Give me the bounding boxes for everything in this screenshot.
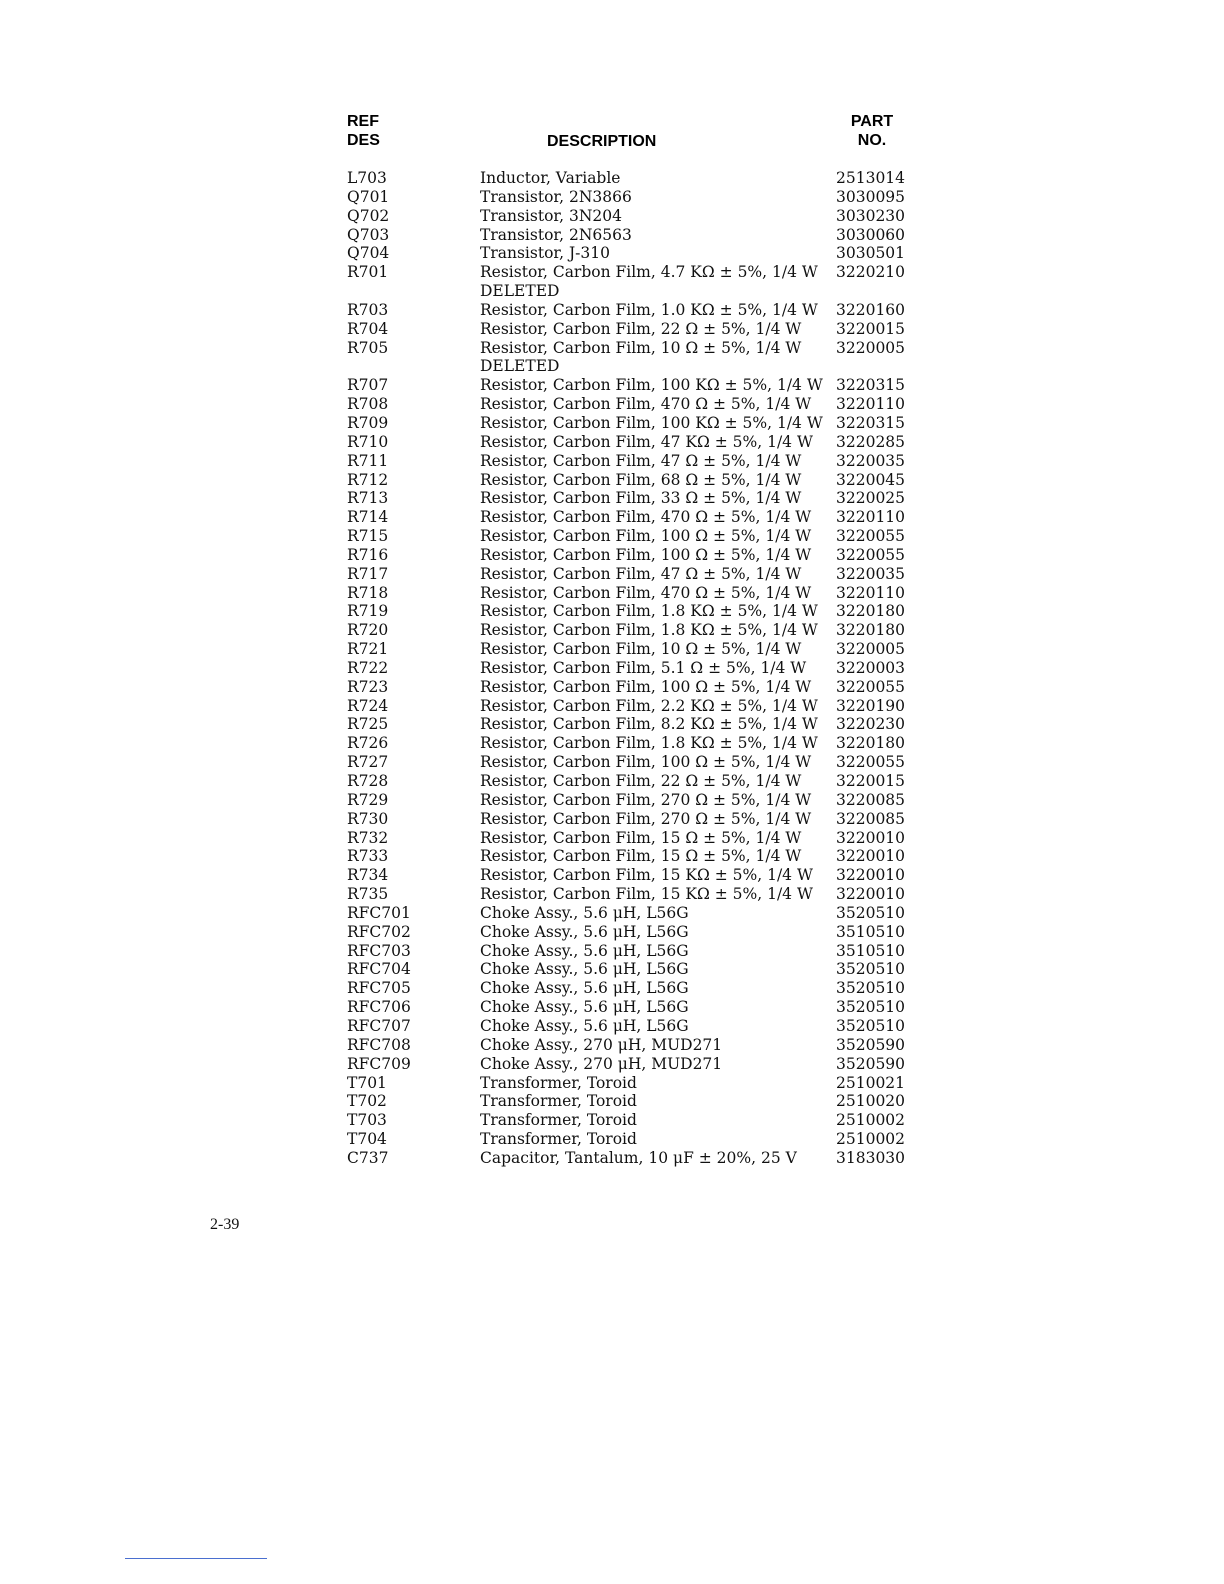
description-cell: Resistor, Carbon Film, 1.8 KΩ ± 5%, 1/4 W: [480, 734, 818, 753]
description-cell: Resistor, Carbon Film, 1.8 KΩ ± 5%, 1/4 W: [480, 621, 818, 640]
part-number-cell: 3520510: [836, 998, 906, 1017]
part-no-header: [836, 112, 908, 150]
part-number-cell: 3220180: [836, 602, 906, 621]
ref-des-cell: RFC707: [347, 1016, 411, 1035]
ref-des-cell: R720: [347, 621, 389, 640]
part-number-cell: 3183030: [836, 1148, 906, 1167]
ref-des-cell: R709: [347, 413, 389, 432]
parts-row: [347, 1111, 909, 1130]
parts-row: [347, 244, 909, 263]
part-number-cell: 3220110: [836, 395, 906, 414]
description-cell: Transistor, 3N204: [480, 206, 622, 225]
parts-row: [347, 565, 909, 584]
page-number: 2-39: [210, 1216, 240, 1233]
parts-row: [347, 169, 909, 188]
parts-row: [347, 791, 909, 810]
part-number-cell: 3030095: [836, 187, 906, 206]
description-cell: Resistor, Carbon Film, 470 Ω ± 5%, 1/4 W: [480, 583, 812, 602]
ref-des-cell: R729: [347, 790, 389, 809]
ref-des-cell: [347, 357, 480, 376]
parts-row: [347, 847, 909, 866]
part-number-cell: [836, 357, 909, 376]
ref-des-cell: R712: [347, 470, 389, 489]
description-cell: Resistor, Carbon Film, 100 Ω ± 5%, 1/4 W: [480, 677, 812, 696]
ref-des-cell: R704: [347, 319, 389, 338]
description-cell: Resistor, Carbon Film, 47 Ω ± 5%, 1/4 W: [480, 451, 802, 470]
ref-des-cell: Q701: [347, 187, 390, 206]
description-cell: Capacitor, Tantalum, 10 μF ± 20%, 25 V: [480, 1148, 797, 1167]
description-cell: Choke Assy., 5.6 μH, L56G: [480, 960, 689, 979]
parts-row: [347, 584, 909, 603]
parts-row: [347, 1055, 909, 1074]
parts-row: [347, 678, 909, 697]
ref-des-cell: R722: [347, 658, 389, 677]
part-number-cell: 3220160: [836, 300, 906, 319]
part-number-cell: 3220003: [836, 658, 906, 677]
description-cell: Resistor, Carbon Film, 8.2 KΩ ± 5%, 1/4 W: [480, 715, 818, 734]
part-number-cell: 3520510: [836, 1016, 906, 1035]
ref-des-cell: R717: [347, 564, 389, 583]
description-cell: Choke Assy., 5.6 μH, L56G: [480, 998, 689, 1017]
part-number-cell: 3220230: [836, 715, 906, 734]
parts-row: [347, 414, 909, 433]
part-number-cell: 2510020: [836, 1092, 906, 1111]
ref-des-header: [347, 112, 380, 150]
description-cell: Choke Assy., 5.6 μH, L56G: [480, 903, 689, 922]
parts-row: [347, 923, 909, 942]
ref-des-cell: R721: [347, 640, 389, 659]
parts-row: [347, 998, 909, 1017]
ref-des-cell: RFC701: [347, 903, 411, 922]
ref-des-cell: R716: [347, 545, 389, 564]
parts-row: [347, 960, 909, 979]
part-number-cell: 3520510: [836, 960, 906, 979]
description-cell: Resistor, Carbon Film, 10 Ω ± 5%, 1/4 W: [480, 338, 802, 357]
description-cell: Choke Assy., 5.6 μH, L56G: [480, 922, 689, 941]
description-cell: Transformer, Toroid: [480, 1073, 637, 1092]
ref-des-cell: R723: [347, 677, 389, 696]
ref-des-cell: Q704: [347, 244, 390, 263]
ref-des-cell: R732: [347, 828, 389, 847]
ref-des-cell: R718: [347, 583, 389, 602]
ref-des-cell: R707: [347, 376, 389, 395]
part-number-cell: 3220315: [836, 376, 906, 395]
part-number-cell: 3220005: [836, 640, 906, 659]
ref-des-cell: [347, 282, 480, 301]
ref-des-cell: R719: [347, 602, 389, 621]
description-cell: Resistor, Carbon Film, 1.0 KΩ ± 5%, 1/4 W: [480, 300, 818, 319]
ref-des-cell: T704: [347, 1130, 387, 1149]
description-cell: Resistor, Carbon Film, 470 Ω ± 5%, 1/4 W: [480, 395, 812, 414]
part-number-cell: 3220015: [836, 319, 906, 338]
description-cell: Transistor, J-310: [480, 244, 610, 263]
ref-des-cell: R711: [347, 451, 389, 470]
parts-row: [347, 376, 909, 395]
part-number-cell: 2510002: [836, 1130, 906, 1149]
description-cell: Choke Assy., 5.6 μH, L56G: [480, 1016, 689, 1035]
parts-row: [347, 659, 909, 678]
parts-row: [347, 226, 909, 245]
parts-row: [347, 734, 909, 753]
ref-des-cell: RFC705: [347, 979, 411, 998]
part-number-cell: 3220015: [836, 772, 906, 790]
part-number-cell: 3520510: [836, 903, 906, 922]
ref-des-cell: R733: [347, 847, 389, 866]
part-number-cell: 3220190: [836, 696, 906, 715]
ref-des-cell: C737: [347, 1148, 389, 1167]
description-cell: Resistor, Carbon Film, 1.8 KΩ ± 5%, 1/4 W: [480, 602, 818, 621]
ref-des-cell: R728: [347, 772, 389, 790]
parts-row: [347, 810, 909, 829]
parts-row: [347, 715, 909, 734]
parts-row: [347, 207, 909, 226]
description-cell: Transistor, 2N3866: [480, 187, 632, 206]
parts-row: [347, 282, 909, 301]
parts-row: [347, 621, 909, 640]
parts-row: [347, 508, 909, 527]
ref-des-cell: R705: [347, 338, 389, 357]
part-header-line2: NO.: [857, 132, 887, 149]
parts-row: [347, 357, 909, 376]
ref-header-line2: DES: [347, 132, 380, 149]
description-cell: Resistor, Carbon Film, 22 Ω ± 5%, 1/4 W: [480, 319, 802, 338]
part-number-cell: 3520590: [836, 1035, 906, 1054]
description-cell: Resistor, Carbon Film, 270 Ω ± 5%, 1/4 W: [480, 809, 812, 828]
part-number-cell: 3220110: [836, 508, 906, 527]
parts-row: [347, 1130, 909, 1149]
part-number-cell: 3220055: [836, 527, 906, 546]
part-number-cell: 3220085: [836, 790, 906, 809]
description-cell: Resistor, Carbon Film, 22 Ω ± 5%, 1/4 W: [480, 772, 802, 790]
ref-des-cell: RFC704: [347, 960, 411, 979]
ref-des-cell: R701: [347, 263, 389, 282]
part-number-cell: 3520590: [836, 1054, 906, 1073]
part-number-cell: 3220180: [836, 734, 906, 753]
ref-des-cell: RFC703: [347, 941, 411, 960]
ref-header-line1: REF: [347, 113, 379, 130]
footer-rule: [125, 1558, 267, 1559]
description-cell: Resistor, Carbon Film, 5.1 Ω ± 5%, 1/4 W: [480, 658, 807, 677]
ref-des-cell: T702: [347, 1092, 387, 1111]
description-cell: DELETED: [480, 282, 560, 301]
description-cell: Transformer, Toroid: [480, 1092, 637, 1111]
description-cell: Resistor, Carbon Film, 15 Ω ± 5%, 1/4 W: [480, 847, 802, 866]
parts-row: [347, 753, 909, 772]
parts-row: [347, 640, 909, 659]
description-cell: Resistor, Carbon Film, 68 Ω ± 5%, 1/4 W: [480, 470, 802, 489]
part-number-cell: 3030230: [836, 206, 906, 225]
parts-row: [347, 188, 909, 207]
description-cell: Choke Assy., 5.6 μH, L56G: [480, 979, 689, 998]
part-number-cell: 3220055: [836, 677, 906, 696]
part-number-cell: 3220005: [836, 338, 906, 357]
ref-des-cell: R715: [347, 527, 389, 546]
parts-row: [347, 1017, 909, 1036]
description-cell: DELETED: [480, 357, 560, 376]
parts-row: [347, 904, 909, 923]
ref-des-cell: T701: [347, 1073, 387, 1092]
part-number-cell: [836, 282, 909, 301]
parts-row: [347, 263, 909, 282]
part-number-cell: 2510021: [836, 1073, 906, 1092]
parts-row: [347, 546, 909, 565]
part-number-cell: 3220180: [836, 621, 906, 640]
description-cell: Inductor, Variable: [480, 169, 621, 187]
parts-row: [347, 1074, 909, 1093]
description-cell: Transformer, Toroid: [480, 1130, 637, 1149]
ref-des-cell: R703: [347, 300, 389, 319]
parts-row: [347, 772, 909, 791]
description-cell: Resistor, Carbon Film, 100 Ω ± 5%, 1/4 W: [480, 545, 812, 564]
ref-des-cell: R735: [347, 885, 389, 904]
parts-row: [347, 602, 909, 621]
parts-list: [347, 169, 909, 1168]
description-header: DESCRIPTION: [547, 133, 657, 150]
description-cell: Resistor, Carbon Film, 33 Ω ± 5%, 1/4 W: [480, 489, 802, 508]
parts-row: [347, 1149, 909, 1168]
part-number-cell: 3510510: [836, 941, 906, 960]
part-number-cell: 3220210: [836, 263, 906, 282]
description-cell: Resistor, Carbon Film, 47 Ω ± 5%, 1/4 W: [480, 564, 802, 583]
description-cell: Choke Assy., 5.6 μH, L56G: [480, 941, 689, 960]
ref-des-cell: R713: [347, 489, 389, 508]
description-cell: Resistor, Carbon Film, 270 Ω ± 5%, 1/4 W: [480, 790, 812, 809]
ref-des-cell: R726: [347, 734, 389, 753]
parts-row: [347, 1036, 909, 1055]
ref-des-cell: RFC706: [347, 998, 411, 1017]
description-cell: Transistor, 2N6563: [480, 225, 632, 244]
parts-row: [347, 1092, 909, 1111]
parts-row: [347, 697, 909, 716]
part-number-cell: 3030501: [836, 244, 906, 263]
description-cell: Resistor, Carbon Film, 100 KΩ ± 5%, 1/4 W: [480, 376, 823, 395]
description-cell: Resistor, Carbon Film, 10 Ω ± 5%, 1/4 W: [480, 640, 802, 659]
part-number-cell: 3220315: [836, 413, 906, 432]
ref-des-cell: R710: [347, 432, 389, 451]
parts-row: [347, 320, 909, 339]
part-number-cell: 2513014: [836, 169, 906, 187]
part-number-cell: 3510510: [836, 922, 906, 941]
parts-row: [347, 942, 909, 961]
parts-row: [347, 885, 909, 904]
ref-des-cell: T703: [347, 1111, 387, 1130]
parts-row: [347, 979, 909, 998]
part-number-cell: 3220025: [836, 489, 906, 508]
description-cell: Resistor, Carbon Film, 470 Ω ± 5%, 1/4 W: [480, 508, 812, 527]
parts-row: [347, 452, 909, 471]
part-number-cell: 3220010: [836, 828, 906, 847]
description-cell: Resistor, Carbon Film, 15 KΩ ± 5%, 1/4 W: [480, 885, 813, 904]
part-number-cell: 3220035: [836, 564, 906, 583]
parts-row: [347, 829, 909, 848]
part-number-cell: 3520510: [836, 979, 906, 998]
part-number-cell: 3220045: [836, 470, 906, 489]
ref-des-cell: R727: [347, 753, 389, 772]
ref-des-cell: R724: [347, 696, 389, 715]
part-number-cell: 3030060: [836, 225, 906, 244]
ref-des-cell: R730: [347, 809, 389, 828]
ref-des-cell: R734: [347, 866, 389, 885]
part-number-cell: 3220010: [836, 885, 906, 904]
part-number-cell: 3220055: [836, 545, 906, 564]
description-cell: Resistor, Carbon Film, 100 KΩ ± 5%, 1/4 W: [480, 413, 823, 432]
parts-row: [347, 489, 909, 508]
ref-des-cell: L703: [347, 169, 387, 187]
part-number-cell: 3220285: [836, 432, 906, 451]
ref-des-cell: R714: [347, 508, 389, 527]
description-cell: Resistor, Carbon Film, 2.2 KΩ ± 5%, 1/4 W: [480, 696, 818, 715]
ref-des-cell: Q702: [347, 206, 390, 225]
part-number-cell: 3220085: [836, 809, 906, 828]
description-cell: Resistor, Carbon Film, 100 Ω ± 5%, 1/4 W: [480, 527, 812, 546]
ref-des-cell: RFC708: [347, 1035, 411, 1054]
ref-des-cell: R725: [347, 715, 389, 734]
description-cell: Choke Assy., 270 μH, MUD271: [480, 1054, 723, 1073]
ref-des-cell: Q703: [347, 225, 390, 244]
part-number-cell: 3220055: [836, 753, 906, 772]
part-number-cell: 2510002: [836, 1111, 906, 1130]
ref-des-cell: R708: [347, 395, 389, 414]
description-cell: Resistor, Carbon Film, 47 KΩ ± 5%, 1/4 W: [480, 432, 813, 451]
ref-des-cell: RFC709: [347, 1054, 411, 1073]
description-cell: Resistor, Carbon Film, 15 KΩ ± 5%, 1/4 W: [480, 866, 813, 885]
description-cell: Resistor, Carbon Film, 100 Ω ± 5%, 1/4 W: [480, 753, 812, 772]
description-cell: Resistor, Carbon Film, 15 Ω ± 5%, 1/4 W: [480, 828, 802, 847]
description-cell: Resistor, Carbon Film, 4.7 KΩ ± 5%, 1/4 W: [480, 263, 818, 282]
parts-row: [347, 339, 909, 358]
parts-row: [347, 395, 909, 414]
description-cell: Transformer, Toroid: [480, 1111, 637, 1130]
part-header-line1: PART: [850, 113, 894, 130]
parts-row: [347, 527, 909, 546]
parts-row: [347, 433, 909, 452]
parts-row: [347, 866, 909, 885]
part-number-cell: 3220110: [836, 583, 906, 602]
ref-des-cell: RFC702: [347, 922, 411, 941]
parts-row: [347, 301, 909, 320]
parts-row: [347, 471, 909, 490]
description-cell: Choke Assy., 270 μH, MUD271: [480, 1035, 723, 1054]
part-number-cell: 3220010: [836, 866, 906, 885]
part-number-cell: 3220010: [836, 847, 906, 866]
part-number-cell: 3220035: [836, 451, 906, 470]
